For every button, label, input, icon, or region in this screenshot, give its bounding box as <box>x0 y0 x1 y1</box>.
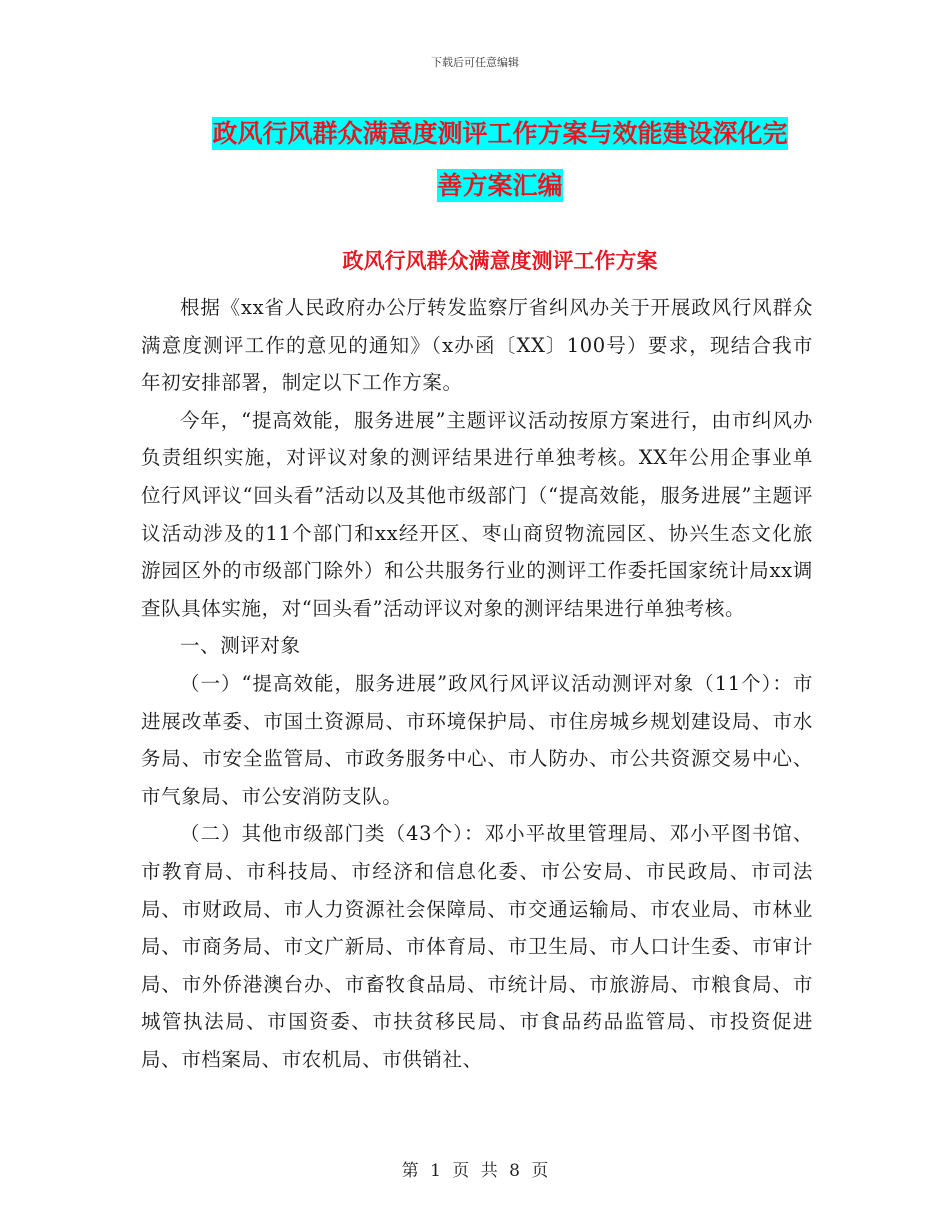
header-note: 下载后可任意编辑 <box>431 56 519 69</box>
heading-evaluation-targets: 一、测评对象 <box>180 634 301 658</box>
section-title: 政风行风群众满意度测评工作方案 <box>342 249 658 273</box>
title-line-2: 善方案汇编 <box>437 171 563 200</box>
title-line-1: 政风行风群众满意度测评工作方案与效能建设深化完 <box>212 119 788 148</box>
document-title <box>140 108 860 212</box>
paragraph-intro: 根据《xx省人民政府办公厅转发监察厅省纠风办关于开展政风行风群众满意度测评工作的意见的通知》（x办函〔XX〕100号）要求，现结合我市年初安排部署，制定以下工作方案。 <box>141 296 813 395</box>
paragraph-targets-group-1: （一）“提高效能，服务进展”政风行风评议活动测评对象（11个）：市进展改革委、市国土资源局、市环境保护局、市住房城乡规划建设局、市水务局、市安全监管局、市政务服务中心、市人防办、市公共资源交易中心、市气象局、市公安消防支队。 <box>141 671 813 808</box>
paragraph-targets-group-2: （二）其他市级部门类（43个）：邓小平故里管理局、邓小平图书馆、市教育局、市科技局、市经济和信息化委、市公安局、市民政局、市司法局、市财政局、市人力资源社会保障局、市交通运输局、市农业局、市林业局、市商务局、市文广新局、市体育局、市卫生局、市人口计生委、市审计局、市外侨港澳台办、市畜牧食品局、市统计局、市旅游局、市粮食局、市城管执法局、市国资委、市扶贫移民局、市食品药品监管局、市投资促进局、市档案局、市农机局、市供销社、 <box>141 822 813 1071</box>
document-body <box>141 289 813 1078</box>
paragraph-overview: 今年，“提高效能，服务进展”主题评议活动按原方案进行，由市纠风办负责组织实施，对评议对象的测评结果进行单独考核。XX年公用企事业单位行风评议“回头看”活动以及其他市级部门（“提高效能，服务进展”主题评议活动涉及的11个部门和xx经开区、枣山商贸物流园区、协兴生态文化旅游园区外的市级部门除外）和公共服务行业的测评工作委托国家统计局xx调查队具体实施，对“回头看”活动评议对象的测评结果进行单独考核。 <box>141 408 813 620</box>
page-footer: 第 1 页 共 8 页 <box>401 1161 549 1181</box>
